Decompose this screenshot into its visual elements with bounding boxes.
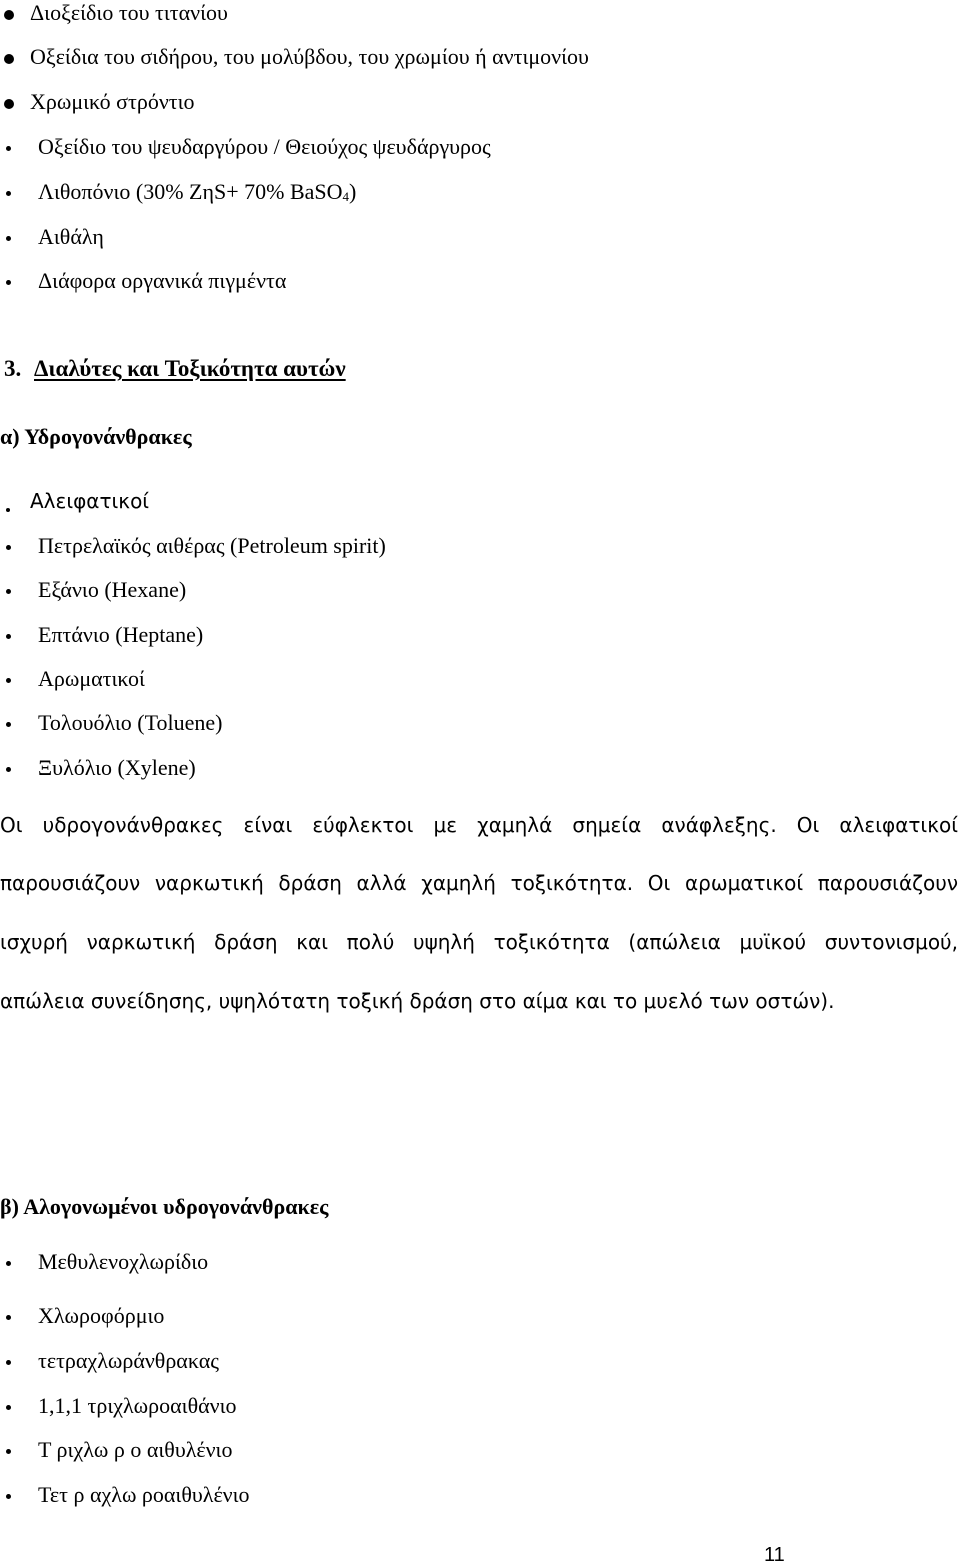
- paragraph-line: απώλεια συνείδησης, υψηλότατη τοξική δράση στο αίμα και το μυελό των οστών).: [0, 989, 835, 1013]
- bullet-icon: [6, 191, 11, 196]
- list-item-text: Διοξείδιο του τιτανίου: [30, 0, 228, 25]
- bullet-icon: [6, 1449, 11, 1454]
- bullet-icon: [6, 236, 11, 241]
- bullet-icon: [6, 678, 11, 683]
- bullet-icon: [4, 99, 14, 109]
- list-item-text: Αλειφατικοί: [30, 489, 150, 513]
- bullet-icon: [6, 722, 11, 727]
- page-number: 11: [764, 1544, 785, 1566]
- list-item-text: Εξάνιο (Hexane): [38, 577, 187, 602]
- list-item-text: Αρωματικοί: [38, 666, 145, 691]
- bullet-icon: [4, 10, 14, 20]
- subsection-title: β) Αλογονωμένοι υδρογονάνθρακες: [0, 1194, 329, 1219]
- section-number: 3.: [4, 356, 22, 381]
- bullet-icon: [6, 1360, 11, 1365]
- list-item-text: Πετρελαϊκός αιθέρας (Petroleum spirit): [38, 533, 386, 558]
- list-item-text: [38, 181, 356, 203]
- bullet-icon: [6, 1405, 11, 1410]
- bullet-icon: [6, 545, 11, 550]
- lithopone-text: Λιθοπόνιο (30% ΖηS+ 70% BaSO: [38, 179, 343, 204]
- bullet-icon: [6, 146, 11, 151]
- bullet-icon: [4, 54, 14, 64]
- paragraph-line: Οι υδρογονάνθρακες είναι εύφλεκτοι με χαμηλά σημεία ανάφλεξης. Οι αλειφατικοί: [0, 813, 958, 837]
- bullet-icon: [6, 508, 10, 512]
- section-title: Διαλύτες και Τοξικότητα αυτών: [34, 356, 346, 381]
- bullet-icon: [6, 1261, 11, 1266]
- bullet-icon: [6, 1315, 11, 1320]
- subsection-title: α) Υδρογονάνθρακες: [0, 424, 192, 449]
- paragraph-line: παρουσιάζουν ναρκωτική δράση αλλά χαμηλή τοξικότητα. Οι αρωματικοί παρουσιάζουν: [0, 871, 958, 895]
- list-item-text: Τ ριχλω ρ ο αιθυλένιο: [38, 1437, 233, 1462]
- list-item-text: Μεθυλενοχλωρίδιο: [38, 1249, 209, 1274]
- bullet-icon: [6, 1494, 11, 1499]
- list-item-text: Οξείδια του σιδήρου, του μολύβδου, του χρωμίου ή αντιμονίου: [30, 44, 589, 69]
- list-item-text: τετραχλωράνθρακας: [38, 1348, 219, 1373]
- bullet-icon: [6, 589, 11, 594]
- list-item-text: Τετ ρ αχλω ροαιθυλένιο: [38, 1482, 250, 1507]
- list-item-text: Διάφορα οργανικά πιγμέντα: [38, 268, 287, 293]
- bullet-icon: [6, 634, 11, 639]
- list-item-text: Τολουόλιο (Toluene): [38, 710, 223, 735]
- list-item-text: Ξυλόλιο (Xylene): [38, 755, 196, 780]
- subscript: 4: [342, 189, 350, 204]
- list-item-text: Οξείδιο του ψευδαργύρου / Θειούχος ψευδάργυρος: [38, 134, 491, 159]
- list-item-text: Αιθάλη: [38, 224, 104, 249]
- list-item-text: Επτάνιο (Heptane): [38, 622, 204, 647]
- list-item-text: Χρωμικό στρόντιο: [30, 89, 195, 114]
- bullet-icon: [6, 767, 11, 772]
- closing-paren: ): [349, 179, 357, 204]
- list-item-text: 1,1,1 τριχλωροαιθάνιο: [38, 1393, 237, 1418]
- list-item-text: Χλωροφόρμιο: [38, 1303, 165, 1328]
- bullet-icon: [6, 280, 11, 285]
- paragraph-line: ισχυρή ναρκωτική δράση και πολύ υψηλή τοξικότητα (απώλεια μυϊκού συντονισμού,: [0, 930, 958, 954]
